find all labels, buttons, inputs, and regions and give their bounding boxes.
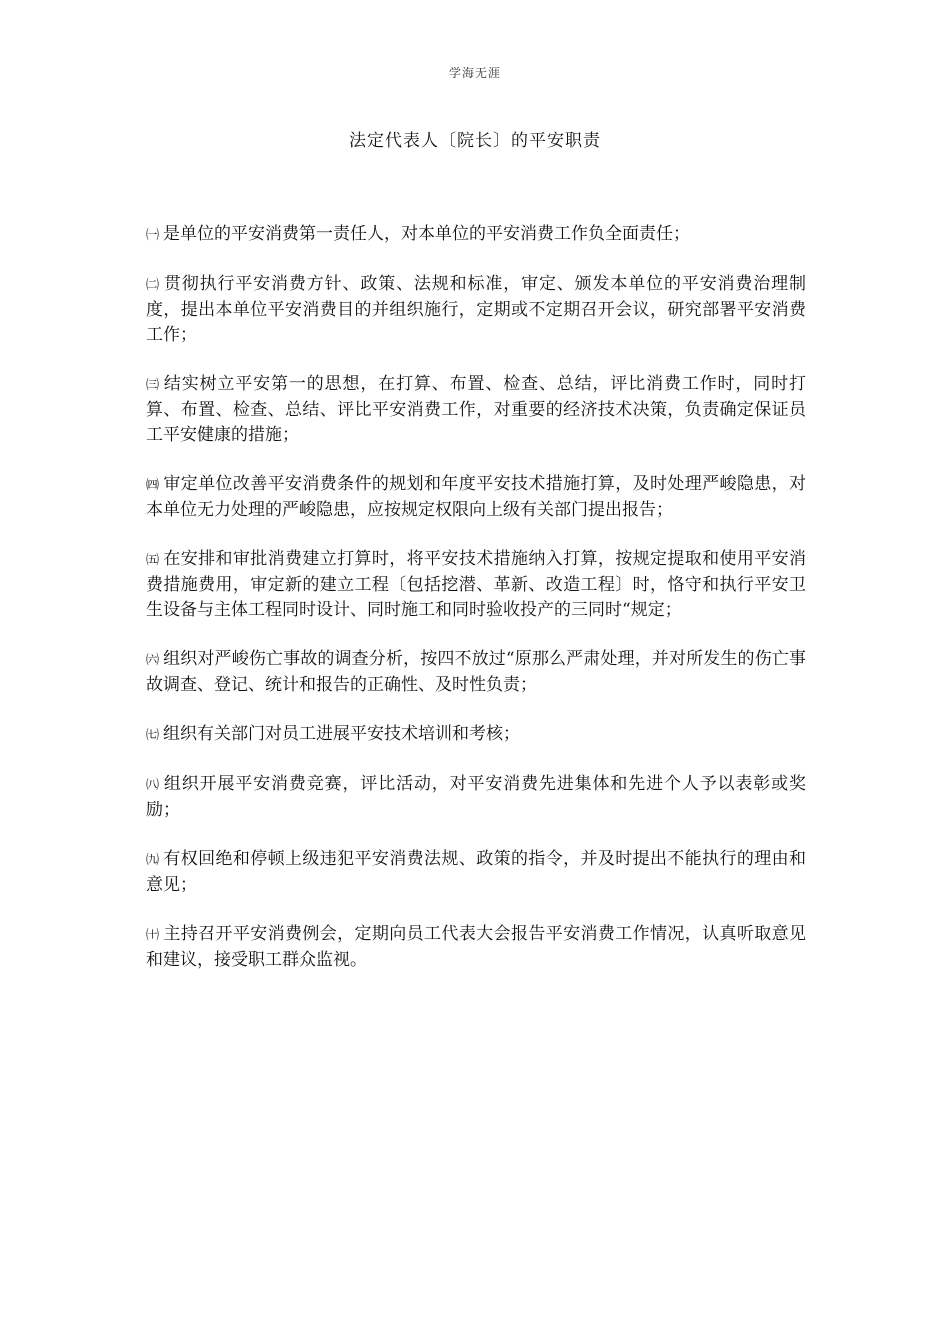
item-text: 审定单位改善平安消费条件的规划和年度平安技术措施打算，及时处理严峻隐患，对本单位无力处理的严峻隐患，应按规定权限向上级有关部门提出报告；: [146, 474, 806, 520]
item-number: ㈣: [146, 478, 160, 493]
list-item: [146, 847, 806, 898]
list-item: [146, 922, 806, 973]
item-text: 是单位的平安消费第一责任人，对本单位的平安消费工作负全面责任；: [163, 224, 691, 244]
list-item: [146, 547, 806, 623]
list-item: [146, 372, 806, 448]
item-number: ㈢: [146, 378, 160, 393]
item-number: ㈦: [146, 728, 160, 743]
item-number: ㈠: [146, 228, 160, 243]
header-note: 学海无涯: [448, 66, 501, 80]
list-item: [146, 722, 806, 748]
item-text: 在安排和审批消费建立打算时，将平安技术措施纳入打算，按规定提取和使用平安消费措施费用，审定新的建立工程〔包括挖潜、革新、改造工程〕时，恪守和执行平安卫生设备与主体工程同时设计、同时施工和同时验收投产的三同时“规定；: [146, 549, 806, 620]
item-text: 主持召开平安消费例会，定期向员工代表大会报告平安消费工作情况，认真听取意见和建议，接受职工群众监视。: [146, 924, 806, 970]
item-text: 有权回绝和停顿上级违犯平安消费法规、政策的指令，并及时提出不能执行的理由和意见；: [146, 849, 806, 895]
item-number: ㈡: [146, 278, 160, 293]
list-item: [146, 472, 806, 523]
item-number: ㈥: [146, 653, 160, 668]
document-body: [146, 222, 806, 997]
item-text: 组织对严峻伤亡事故的调查分析，按四不放过“原那么严肃处理，并对所发生的伤亡事故调查、登记、统计和报告的正确性、及时性负责；: [146, 649, 806, 695]
item-text: 组织有关部门对员工进展平安技术培训和考核；: [163, 724, 521, 744]
list-item: [146, 272, 806, 348]
item-text: 结实树立平安第一的思想，在打算、布置、检查、总结，评比消费工作时，同时打算、布置、检查、总结、评比平安消费工作，对重要的经济技术决策，负责确定保证员工平安健康的措施；: [146, 374, 806, 445]
document-title: 法定代表人〔院长〕的平安职责: [349, 131, 601, 151]
item-number: ㈩: [146, 928, 160, 943]
list-item: [146, 647, 806, 698]
item-number: ㈤: [146, 553, 160, 568]
item-number: ㈨: [146, 853, 160, 868]
list-item: [146, 222, 806, 248]
item-number: ㈧: [146, 778, 160, 793]
item-text: 贯彻执行平安消费方针、政策、法规和标准，审定、颁发本单位的平安消费治理制度，提出本单位平安消费目的并组织施行，定期或不定期召开会议，研究部署平安消费工作；: [146, 274, 806, 345]
list-item: [146, 772, 806, 823]
item-text: 组织开展平安消费竞赛，评比活动，对平安消费先进集体和先进个人予以表彰或奖励；: [146, 774, 806, 820]
